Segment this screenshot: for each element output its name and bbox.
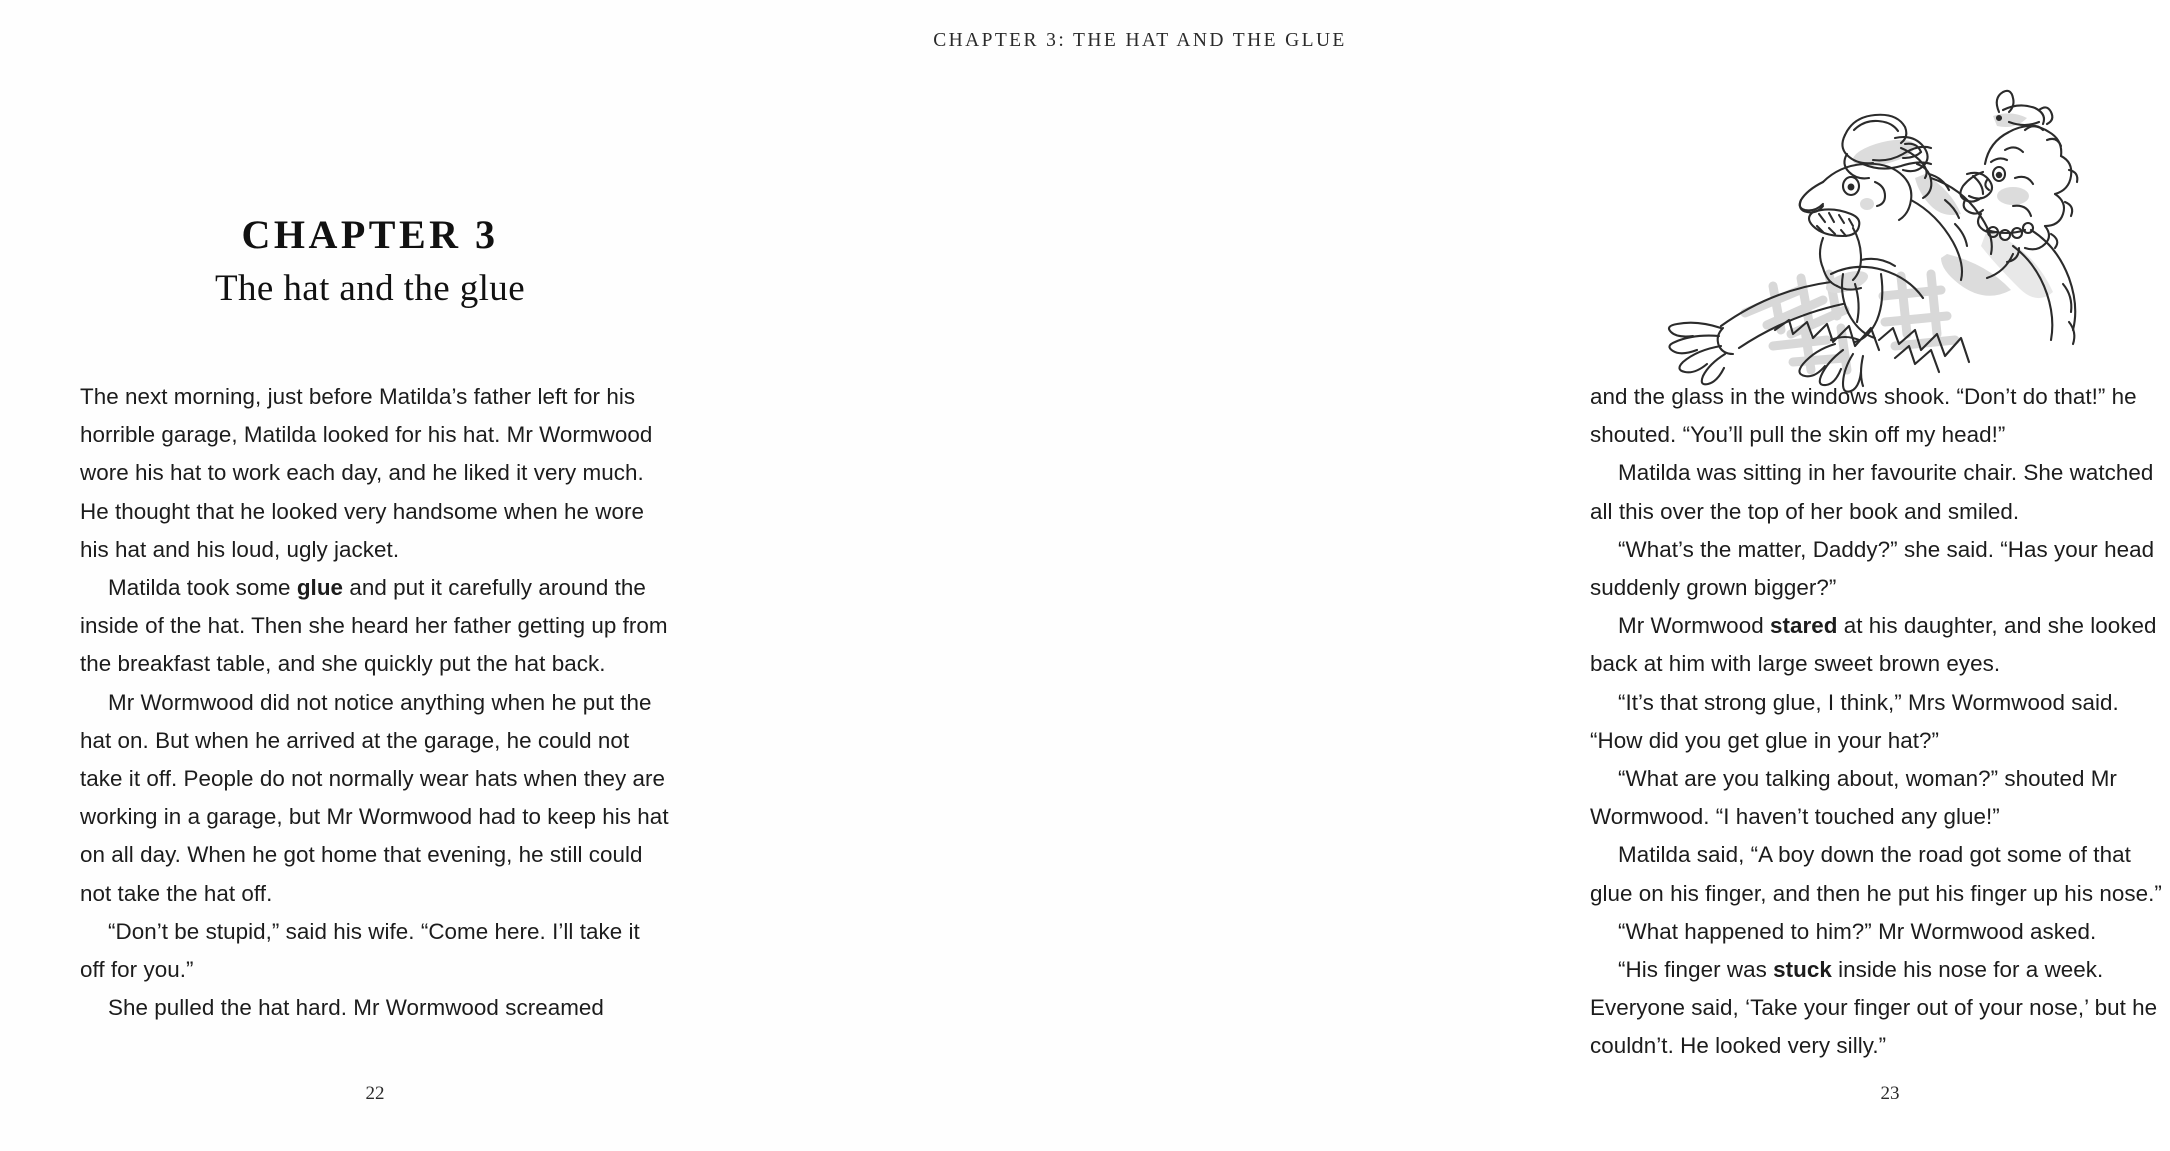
paragraph	[1590, 760, 2170, 836]
emphasised-word: stared	[1769, 613, 1838, 639]
paragraph	[80, 913, 670, 989]
chapter-title: The hat and the glue	[214, 268, 526, 309]
text-run: The next morning, just before Matilda’s father left for his horrible garage, Matilda looked for his hat. Mr Wormwood wore his hat to work each day, and he liked it very much. He thought that he looked very handsome when he wore his hat and his loud, ugly jacket.	[80, 384, 653, 562]
text-run: Mr Wormwood	[1618, 613, 1770, 639]
paragraph	[1590, 913, 2170, 951]
text-run: Matilda was sitting in her favourite chair. She watched all this over the top of her book and smiled.	[1590, 460, 2154, 524]
text-run: She pulled the hat hard. Mr Wormwood screamed	[108, 995, 604, 1021]
text-run: “What are you talking about, woman?” shouted Mr Wormwood. “I haven’t touched any glue!”	[1590, 766, 2117, 830]
running-head: CHAPTER 3: THE HAT AND THE GLUE	[933, 30, 1347, 51]
text-run: “His finger was	[1618, 957, 1774, 983]
paragraph	[80, 569, 670, 684]
page-number-left: 22	[365, 1083, 385, 1104]
text-run: inside his nose for a week. Everyone said, ‘Take your finger out of your nose,’ but he couldn’t. He looked very silly.”	[1590, 957, 2158, 1059]
paragraph	[1590, 531, 2170, 607]
paragraph	[1590, 684, 2170, 760]
right-page	[750, 0, 2162, 1151]
page-number-right: 23	[1880, 1083, 1900, 1104]
paragraph	[80, 989, 670, 1027]
chapter-illustration	[1595, 78, 2145, 378]
text-run: at his daughter, and she looked back at him with large sweet brown eyes.	[1590, 613, 2157, 677]
paragraph	[80, 378, 670, 569]
text-run: “It’s that strong glue, I think,” Mrs Wormwood said. “How did you get glue in your hat?”	[1590, 689, 2119, 753]
left-column-body-text	[80, 378, 670, 1027]
emphasised-word: glue	[296, 575, 344, 601]
text-run: Matilda said, “A boy down the road got some of that glue on his finger, and then he put his finger up his nose.”	[1590, 842, 2162, 906]
chapter-number: CHAPTER 3	[241, 212, 499, 257]
text-run: and put it carefully around the inside of the hat. Then she heard her father getting up from the breakfast table, and she quickly put the hat back.	[80, 575, 668, 677]
text-run: and the glass in the windows shook. “Don’t do that!” he shouted. “You’ll pull the skin off my head!”	[1590, 384, 2137, 448]
paragraph	[1590, 378, 2170, 454]
mrs-wormwood-pulling-hat-illustration	[1595, 78, 2145, 378]
text-run: “What happened to him?” Mr Wormwood asked.	[1618, 918, 2097, 944]
text-run: “What’s the matter, Daddy?” she said. “Has your head suddenly grown bigger?”	[1590, 536, 2155, 601]
paragraph	[1590, 607, 2170, 683]
text-run: Mr Wormwood did not notice anything when he put the hat on. But when he arrived at the garage, he could not take it off. People do not normally wear hats when they are working in a garage, but Mr Wormwood had to keep his hat on all day. When he got home that evening, he still could not take the hat off.	[80, 689, 669, 906]
emphasised-word: stuck	[1773, 957, 1832, 983]
paragraph	[1590, 454, 2170, 530]
paragraph	[80, 684, 670, 913]
illustration-ink	[1669, 91, 2077, 392]
text-run: “Don’t be stupid,” said his wife. “Come here. I’ll take it off for you.”	[80, 918, 640, 983]
left-page	[0, 0, 750, 1151]
text-run: Matilda took some	[108, 575, 297, 601]
right-column-body-text	[1590, 378, 2170, 1066]
paragraph	[1590, 836, 2170, 912]
paragraph	[1590, 951, 2170, 1066]
chapter-heading	[80, 212, 660, 311]
